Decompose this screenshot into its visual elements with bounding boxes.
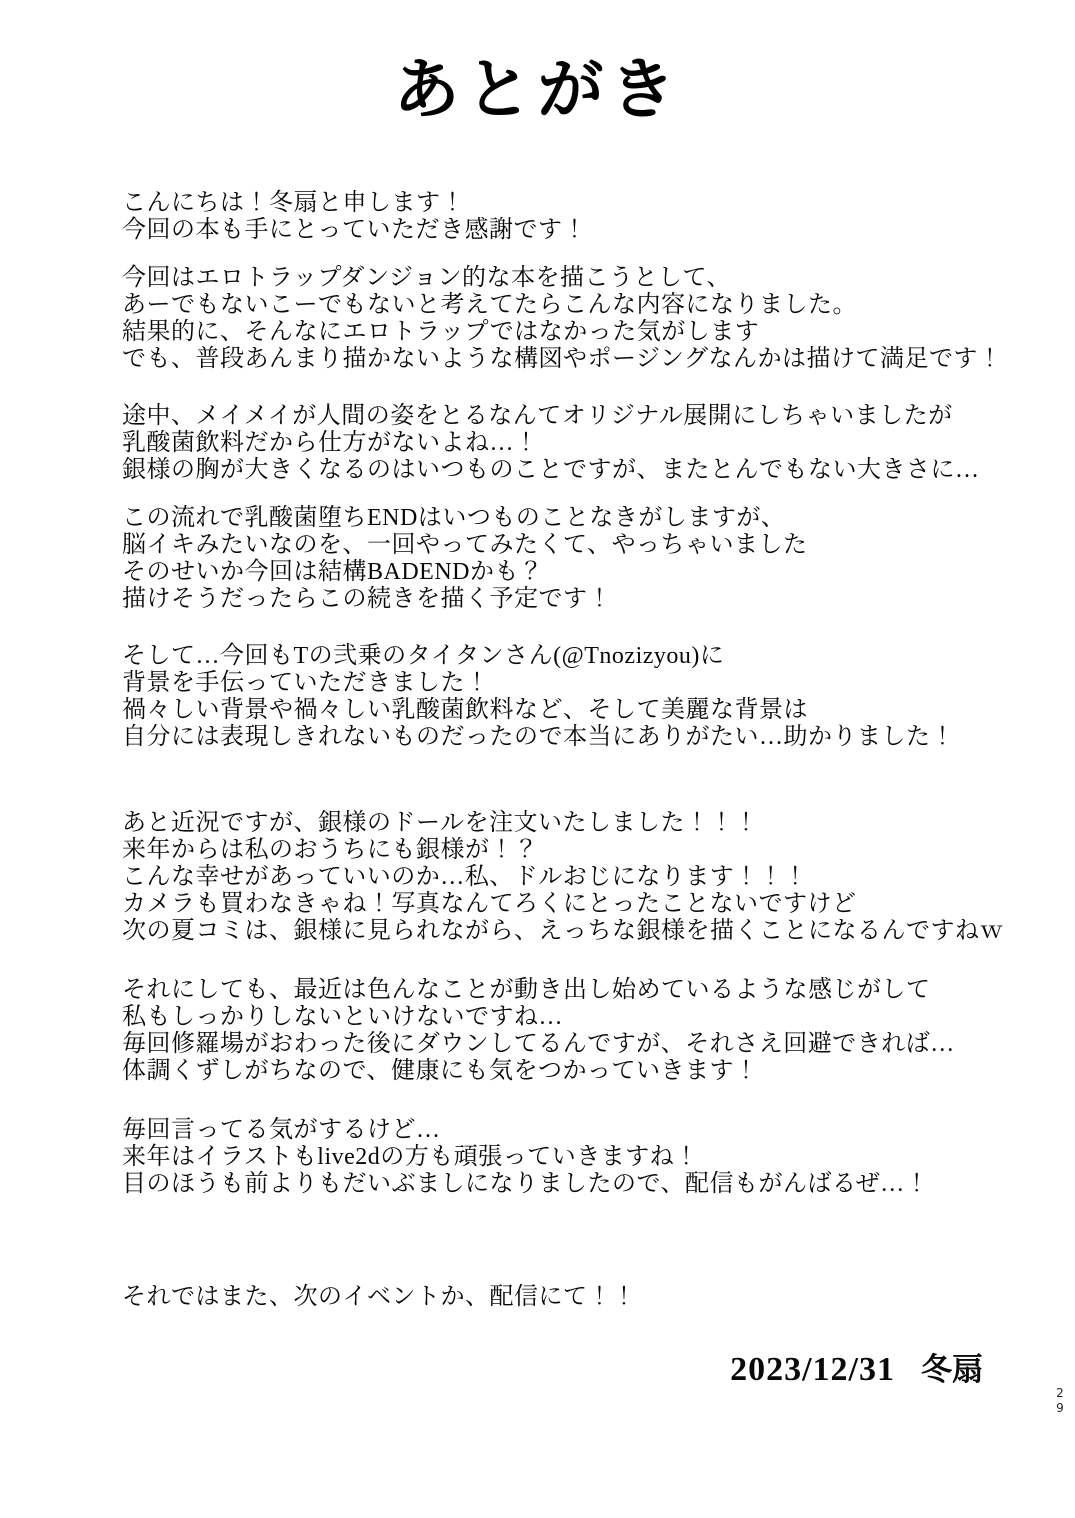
afterword-body <box>122 190 1002 1311</box>
text-line: 体調くずしがちなので、健康にも気をつかっていきます！ <box>122 1058 759 1084</box>
paragraph-recent-news <box>122 810 1002 945</box>
text-line: 私もしっかりしないといけないですね… <box>122 1004 563 1030</box>
paragraph-story-notes <box>122 403 1002 484</box>
text-line: 禍々しい背景や禍々しい乳酸菌飲料など、そして美麗な背景は <box>122 697 808 723</box>
page-number: 29 <box>1053 1386 1067 1416</box>
text-line: あと近況ですが、銀様のドールを注文いたしました！！！ <box>122 810 759 836</box>
paragraph-concept <box>122 265 1002 373</box>
text-line: 脳イキみたいなのを、一回やってみたくて、やっちゃいました <box>122 532 808 558</box>
text-line: あーでもないこーでもないと考えてたらこんな内容になりました。 <box>122 292 857 318</box>
paragraph-greeting <box>122 190 1002 244</box>
text-line: 毎回言ってる気がするけど… <box>122 1117 441 1143</box>
text-line: そのせいか今回は結構BADENDかも？ <box>122 559 544 585</box>
signature-author: 冬扇 <box>921 1352 983 1387</box>
text-line: 毎回修羅場がおわった後にダウンしてるんですが、それさえ回避できれば… <box>122 1031 955 1057</box>
text-line: 結果的に、そんなにエロトラップではなかった気がします <box>122 319 760 345</box>
text-line: この流れで乳酸菌堕ちENDはいつものことなきがしますが、 <box>122 505 786 531</box>
text-line: 今回はエロトラップダンジョン的な本を描こうとして、 <box>122 265 732 291</box>
text-line: 銀様の胸が大きくなるのはいつものことですが、またとんでもない大きさに… <box>122 457 980 483</box>
text-line: こんにちは！冬扇と申します！ <box>122 190 465 216</box>
text-line: 自分には表現しきれないものだったので本当にありがたい…助かりました！ <box>122 724 955 750</box>
text-line: そして…今回もTの弐乗のタイタンさん(@Tnozizyou)に <box>122 643 725 669</box>
text-line: 来年はイラストもlive2dの方も頑張っていきますね！ <box>122 1144 699 1170</box>
text-line: カメラも買わなきゃね！写真なんてろくにとったことないですけど <box>122 891 857 917</box>
paragraph-farewell <box>122 1284 1002 1311</box>
signature-date: 2023/12/31 <box>730 1351 895 1388</box>
text-line: 背景を手伝っていただきました！ <box>122 670 490 696</box>
text-line: 目のほうも前よりもだいぶましになりましたので、配信もがんばるぜ…！ <box>122 1171 930 1197</box>
paragraph-ending-notes <box>122 505 1002 613</box>
text-line: 来年からは私のおうちにも銀様が！？ <box>122 837 539 863</box>
text-line: 次の夏コミは、銀様に見られながら、えっちな銀様を描くことになるんですねｗ <box>122 918 1004 944</box>
text-line: でも、普段あんまり描かないような構図やポージングなんかは描けて満足です！ <box>122 346 1003 372</box>
text-line: それにしても、最近は色んなことが動き出し始めているような感じがして <box>122 977 931 1003</box>
text-line: こんな幸せがあっていいのか…私、ドルおじになります！！！ <box>122 864 808 890</box>
text-line: 途中、メイメイが人間の姿をとるなんてオリジナル展開にしちゃいましたが <box>122 403 953 429</box>
text-line: それではまた、次のイベントか、配信にて！！ <box>122 1284 637 1310</box>
page-title: あとがき <box>393 52 682 126</box>
text-line: 今回の本も手にとっていただき感謝です！ <box>122 217 588 243</box>
paragraph-health <box>122 977 1002 1085</box>
paragraph-goals <box>122 1117 1002 1198</box>
text-line: 描けそうだったらこの続きを描く予定です！ <box>122 586 612 612</box>
paragraph-thanks <box>122 643 1002 751</box>
text-line: 乳酸菌飲料だから仕方がないよね…！ <box>122 430 539 456</box>
signature-block <box>730 1350 983 1391</box>
